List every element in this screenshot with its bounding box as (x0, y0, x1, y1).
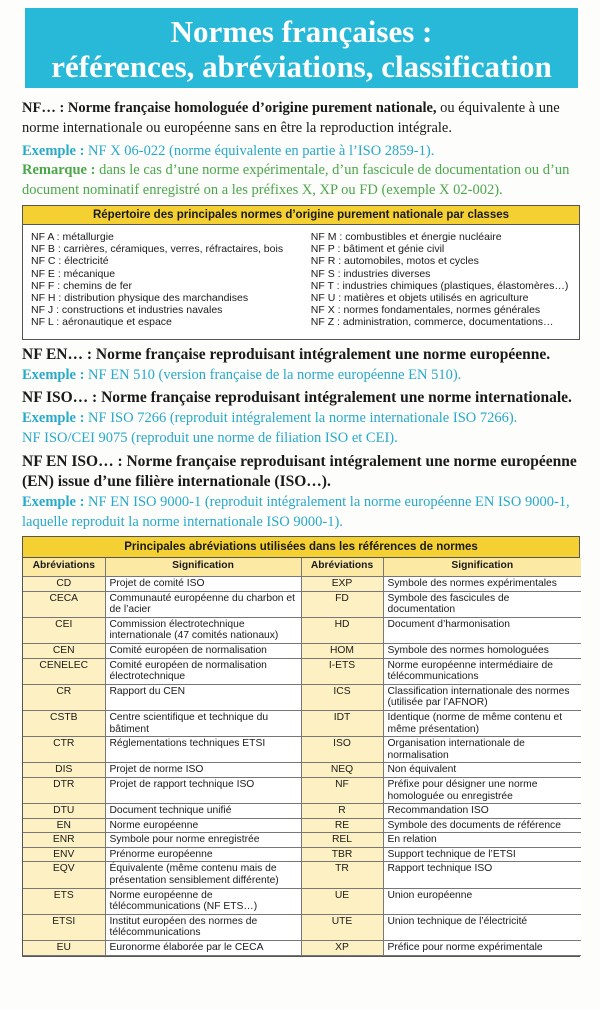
abbreviation-cell: EU (23, 941, 105, 956)
signification-cell: Symbole des normes expérimentales (383, 577, 581, 592)
abbreviation-cell: R (301, 804, 383, 819)
signification-cell: Classification internationale des normes (utilisée par l’AFNOR) (383, 684, 581, 710)
abbreviation-cell: CENELEC (23, 658, 105, 684)
repertoire-item: NF L : aéronautique et espace (31, 316, 172, 329)
nfen-section (22, 345, 582, 385)
repertoire-right-column (311, 231, 571, 329)
signification-cell: Norme européenne de télécommunications (NF ETS…) (105, 888, 301, 914)
table-row (23, 643, 581, 658)
repertoire-item: NF H : distribution physique des marchandises (31, 292, 249, 305)
abbreviation-cell: DTU (23, 804, 105, 819)
table-row (23, 763, 581, 778)
repertoire-box (22, 205, 580, 340)
nfen-heading: NF EN… : Norme française reproduisant intégralement une norme européenne. (22, 346, 551, 363)
signification-cell: Document technique unifié (105, 804, 301, 819)
abbreviation-cell: FD (301, 591, 383, 617)
table-row (23, 777, 581, 803)
nfeniso-heading: NF EN ISO… : Norme française reproduisant intégralement une norme européenne (EN) issue d’une filière internationale (ISO…). (22, 453, 577, 490)
abbreviation-cell: ETSI (23, 914, 105, 940)
abbreviation-cell: EQV (23, 862, 105, 888)
nf-example (22, 141, 582, 161)
signification-cell: Projet de comité ISO (105, 577, 301, 592)
abbreviation-cell: IDT (301, 710, 383, 736)
nf-definition (22, 98, 582, 138)
abbreviation-cell: DTR (23, 777, 105, 803)
table-row (23, 684, 581, 710)
signification-cell: Équivalente (même contenu mais de présentation sensiblement différente) (105, 862, 301, 888)
abbreviation-cell: REL (301, 833, 383, 848)
example-text: NF X 06-022 (norme équivalente en partie à l’ISO 2859-1). (84, 143, 435, 159)
abbreviation-cell: TBR (301, 847, 383, 862)
column-header-abbreviations: Abréviations (301, 558, 383, 577)
repertoire-item: NF B : carrières, céramiques, verres, réfractaires, bois (31, 243, 284, 256)
abbreviations-heading: Principales abréviations utilisées dans les références de normes (23, 537, 579, 558)
signification-cell: Symbole des normes homologuées (383, 643, 581, 658)
abbreviation-cell: NF (301, 777, 383, 803)
abbreviation-cell: TR (301, 862, 383, 888)
remark-label: Remarque : (22, 162, 96, 178)
abbreviation-cell: ISO (301, 737, 383, 763)
repertoire-item: NF P : bâtiment et génie civil (310, 243, 445, 256)
signification-cell: Centre scientifique et technique du bâtiment (105, 710, 301, 736)
abbreviation-cell: EN (23, 818, 105, 833)
example-text: NF EN 510 (version française de la norme européenne EN 510). (84, 367, 462, 383)
example-label: Exemple : (22, 410, 85, 426)
repertoire-item: NF R : automobiles, motos et cycles (310, 255, 479, 268)
repertoire-item: NF A : métallurgie (31, 231, 114, 243)
table-row (23, 804, 581, 819)
table-row (23, 888, 581, 914)
signification-cell: Symbole des fascicules de documentation (383, 591, 581, 617)
nfiso-section (22, 388, 582, 448)
repertoire-item: NF T : industries chimiques (plastiques, élastomères…) (310, 279, 569, 292)
table-row (23, 833, 581, 848)
remark-text: dans le cas d’une norme expérimentale, d’un fascicule de documentation ou d’un document nominatif enregistré on a les préfixes X, XP ou FD (exemple X 02-002). (22, 162, 570, 198)
table-row (23, 591, 581, 617)
abbreviation-cell: CEI (23, 617, 105, 643)
table-row (23, 577, 581, 592)
signification-cell: Prénorme européenne (105, 847, 301, 862)
repertoire-item: NF X : normes fondamentales, normes générales (310, 304, 541, 317)
repertoire-item: NF E : mécanique (31, 267, 116, 280)
repertoire-heading: Répertoire des principales normes d’origine purement nationale par classes (23, 206, 579, 225)
signification-cell: Euronorme élaborée par le CECA (105, 941, 301, 956)
repertoire-item: NF Z : administration, commerce, documentations… (310, 316, 554, 329)
column-header-signification: Signification (105, 558, 301, 577)
repertoire-item: NF J : constructions et industries navales (31, 304, 223, 317)
nf-definition-rest: ou équivalente à une norme internationale ou européenne sans en être la reproduction intégrale. (22, 100, 560, 136)
table-row (23, 914, 581, 940)
signification-cell: Comité européen de normalisation (105, 643, 301, 658)
signification-cell: Identique (norme de même contenu et même présentation) (383, 710, 581, 736)
abbreviation-cell: CD (23, 577, 105, 592)
signification-cell: Institut européen des normes de télécommunications (105, 914, 301, 940)
signification-cell: Symbole des documents de référence (383, 818, 581, 833)
signification-cell: Document d’harmonisation (383, 617, 581, 643)
abbreviation-cell: DIS (23, 763, 105, 778)
table-row (23, 941, 581, 956)
signification-cell: Support technique de l’ETSI (383, 847, 581, 862)
repertoire-item: NF U : matières et objets utilisés en agriculture (310, 292, 529, 305)
example-label: Exemple : (22, 367, 85, 383)
signification-cell: Rapport du CEN (105, 684, 301, 710)
signification-cell: Rapport technique ISO (383, 862, 581, 888)
signification-cell: Projet de rapport technique ISO (105, 777, 301, 803)
example-text-2: NF ISO/CEI 9075 (reproduit une norme de filiation ISO et CEI). (22, 430, 398, 446)
signification-cell: Symbole pour norme enregistrée (105, 833, 301, 848)
column-header-abbreviations: Abréviations (23, 558, 105, 577)
nf-remark (22, 160, 582, 200)
repertoire-item: NF C : électricité (31, 255, 109, 268)
page-title (25, 8, 578, 88)
abbreviation-cell: EXP (301, 577, 383, 592)
repertoire-item: NF M : combustibles et énergie nucléaire (310, 231, 502, 243)
abbreviation-cell: HD (301, 617, 383, 643)
signification-cell: Organisation internationale de normalisation (383, 737, 581, 763)
repertoire-left-column (31, 231, 311, 329)
signification-cell: Union européenne (383, 888, 581, 914)
abbreviation-cell: NEQ (301, 763, 383, 778)
abbreviation-cell: CTR (23, 737, 105, 763)
table-row (23, 818, 581, 833)
abbreviation-cell: RE (301, 818, 383, 833)
table-row (23, 847, 581, 862)
abbreviation-cell: XP (301, 941, 383, 956)
repertoire-item: NF F : chemins de fer (31, 279, 132, 292)
nfeniso-section (22, 452, 582, 532)
table-row (23, 617, 581, 643)
abbreviation-cell: CECA (23, 591, 105, 617)
abbreviation-cell: ICS (301, 684, 383, 710)
signification-cell: Non équivalent (383, 763, 581, 778)
abbreviation-cell: CSTB (23, 710, 105, 736)
abbreviation-cell: HOM (301, 643, 383, 658)
column-header-signification: Signification (383, 558, 581, 577)
table-row (23, 710, 581, 736)
signification-cell: Préfice pour norme expérimentale (383, 941, 581, 956)
abbreviation-cell: ENV (23, 847, 105, 862)
signification-cell: Commission électrotechnique internationale (47 comités nationaux) (105, 617, 301, 643)
abbreviation-cell: UE (301, 888, 383, 914)
signification-cell: Norme européenne (105, 818, 301, 833)
signification-cell: Projet de norme ISO (105, 763, 301, 778)
abbreviations-table (22, 536, 580, 957)
abbreviation-cell: CEN (23, 643, 105, 658)
signification-cell: Union technique de l’électricité (383, 914, 581, 940)
table-row (23, 737, 581, 763)
abbreviation-cell: ETS (23, 888, 105, 914)
example-text: NF EN ISO 9000-1 (reproduit intégralement la norme européenne EN ISO 9000-1, laquelle reproduit la norme internationale ISO 9000-1). (22, 494, 570, 530)
table-row (23, 658, 581, 684)
signification-cell: Préfixe pour désigner une norme homologuée ou enregistrée (383, 777, 581, 803)
example-text: NF ISO 7266 (reproduit intégralement la norme internationale ISO 7266). (84, 410, 518, 426)
abbreviation-cell: CR (23, 684, 105, 710)
signification-cell: Communauté européenne du charbon et de l’acier (105, 591, 301, 617)
abbreviation-cell: I-ETS (301, 658, 383, 684)
nf-definition-bold: NF… : Norme française homologuée d’origine purement nationale, (22, 100, 437, 116)
abbreviation-cell: ENR (23, 833, 105, 848)
title-line-1: Normes françaises : (170, 14, 433, 49)
signification-cell: En relation (383, 833, 581, 848)
signification-cell: Recommandation ISO (383, 804, 581, 819)
signification-cell: Comité européen de normalisation électrotechnique (105, 658, 301, 684)
table-row (23, 862, 581, 888)
signification-cell: Réglementations techniques ETSI (105, 737, 301, 763)
example-label: Exemple : (22, 494, 85, 510)
signification-cell: Norme européenne intermédiaire de télécommunications (383, 658, 581, 684)
title-line-2: références, abréviations, classification (51, 49, 552, 84)
repertoire-item: NF S : industries diverses (310, 267, 431, 280)
example-label: Exemple : (22, 143, 85, 159)
nfiso-heading: NF ISO… : Norme française reproduisant intégralement une norme internationale. (22, 389, 572, 406)
abbreviation-cell: UTE (301, 914, 383, 940)
